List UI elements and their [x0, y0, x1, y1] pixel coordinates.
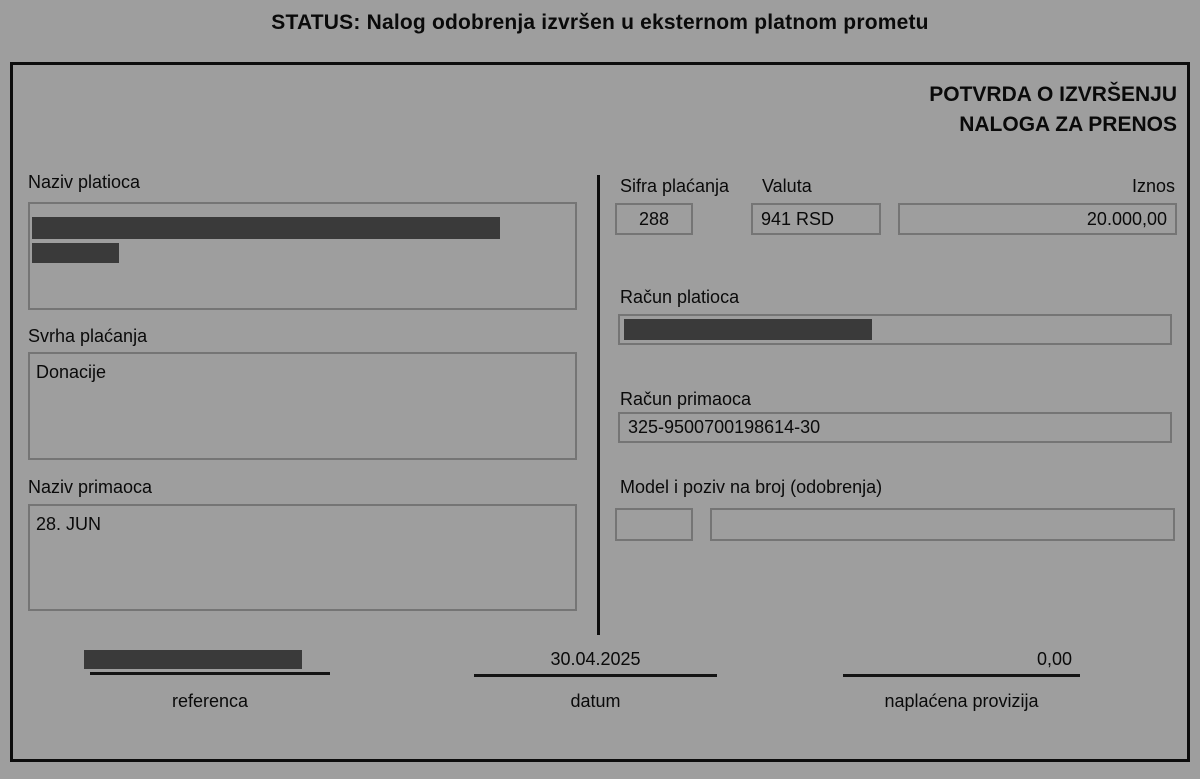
status-text: STATUS: Nalog odobrenja izvršen u eksternom platnom prometu [271, 11, 929, 34]
racun-primaoca-value: 325-9500700198614-30 [628, 417, 821, 437]
valuta-label: Valuta [762, 176, 812, 196]
receipt-title [929, 80, 1177, 140]
redaction-bar [32, 243, 119, 263]
sifra-placanja-label: Sifra plaćanja [620, 176, 730, 196]
receipt-title-line1: POTVRDA O IZVRŠENJU [929, 83, 1177, 106]
racun-platioca-label: Račun platioca [620, 287, 740, 307]
provizija-line [843, 674, 1080, 677]
svrha-placanja-label: Svrha plaćanja [28, 326, 148, 346]
naziv-primaoca-label: Naziv primaoca [28, 477, 153, 497]
naziv-primaoca-value: 28. JUN [36, 514, 102, 534]
racun-platioca-field [618, 314, 1172, 345]
model-poziv-label: Model i poziv na broj (odobrenja) [620, 477, 883, 497]
racun-primaoca-field [618, 412, 1172, 443]
sifra-placanja-value: 288 [638, 209, 670, 229]
racun-primaoca-label: Račun primaoca [620, 389, 752, 409]
receipt-title-line2: NALOGA ZA PRENOS [959, 113, 1177, 136]
iznos-field [898, 203, 1177, 235]
column-divider [597, 175, 600, 635]
valuta-field [751, 203, 881, 235]
naziv-primaoca-field [28, 504, 577, 611]
referenca-label: referenca [171, 691, 249, 711]
redaction-bar [84, 650, 302, 669]
referenca-line [90, 672, 330, 675]
valuta-value: 941 RSD [761, 209, 835, 229]
model-field [615, 508, 693, 541]
naziv-platioca-field [28, 202, 577, 310]
iznos-value: 20.000,00 [1086, 209, 1167, 229]
naziv-platioca-label: Naziv platioca [28, 172, 141, 192]
svrha-placanja-value: Donacije [36, 362, 107, 382]
provizija-value: 0,00 [1036, 649, 1072, 669]
provizija-label: naplaćena provizija [884, 691, 1039, 711]
datum-label: datum [570, 691, 621, 711]
redaction-bar [624, 319, 872, 340]
poziv-na-broj-field [710, 508, 1175, 541]
redaction-bar [32, 217, 500, 239]
sifra-placanja-field [615, 203, 693, 235]
datum-value: 30.04.2025 [550, 649, 641, 669]
iznos-label: Iznos [1131, 176, 1175, 196]
svrha-placanja-field [28, 352, 577, 460]
datum-line [474, 674, 717, 677]
